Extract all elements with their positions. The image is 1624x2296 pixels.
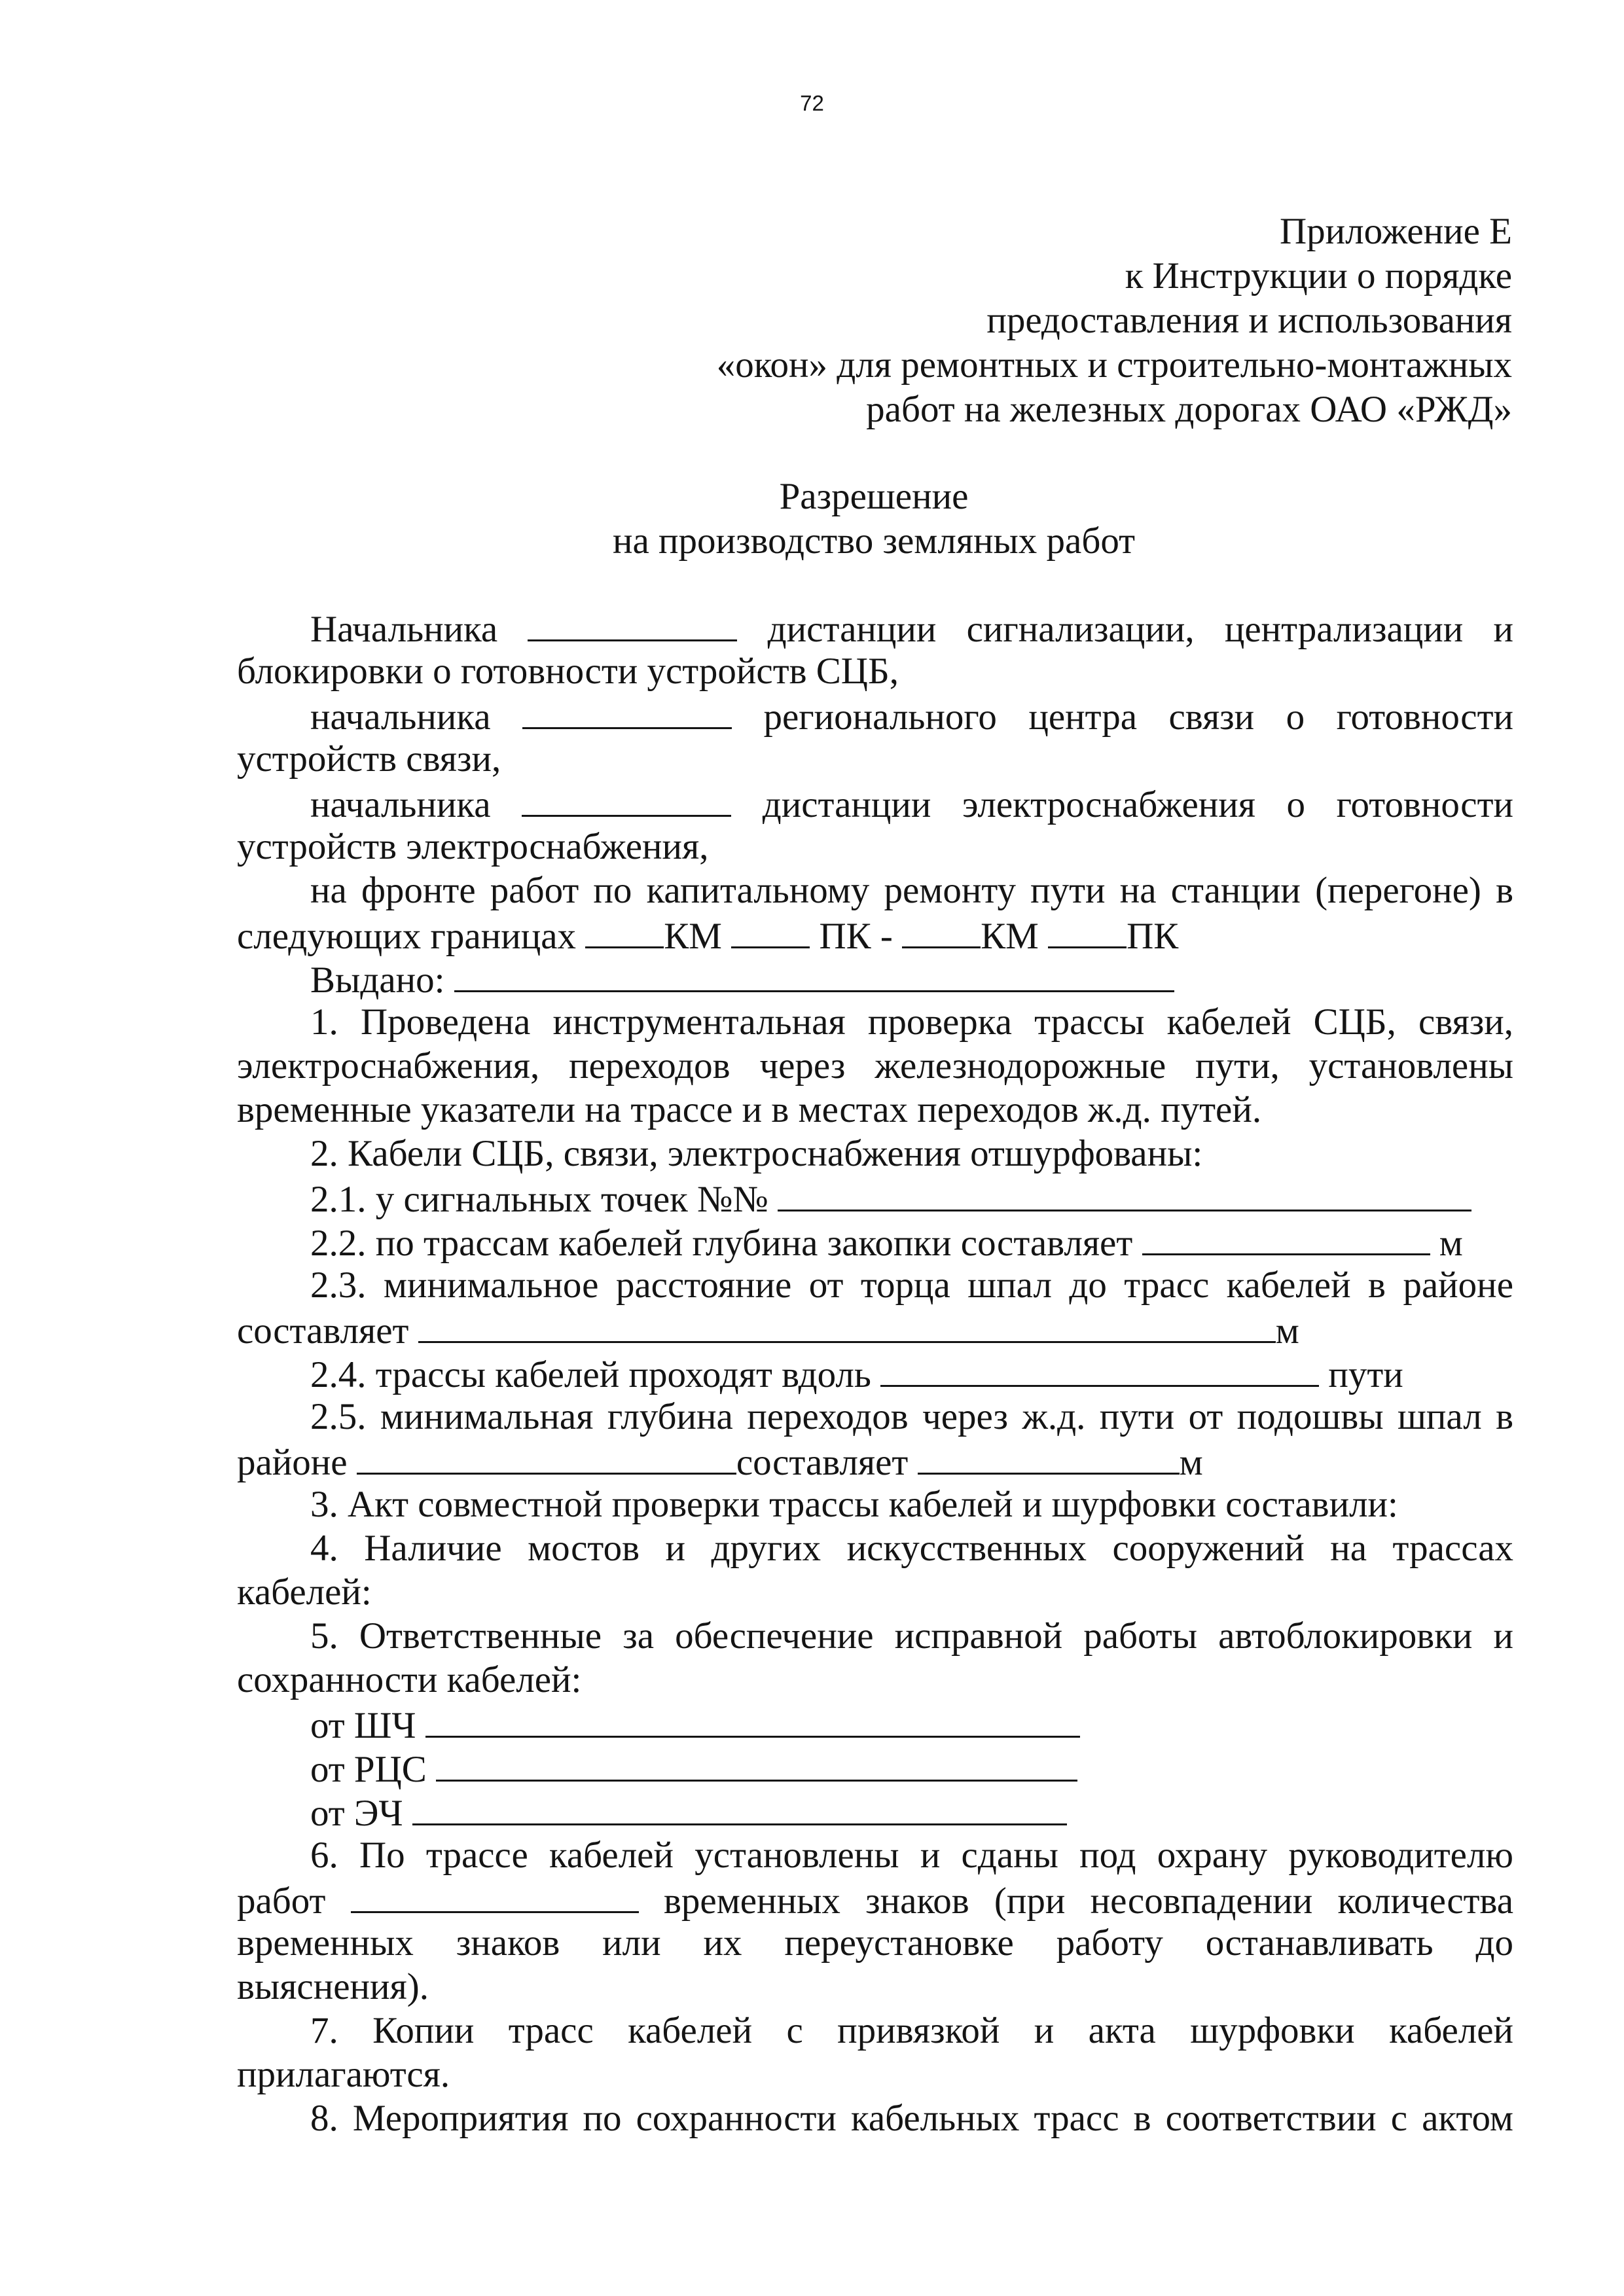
paragraph-line: 4. Наличие мостов и других искусственных сооружений на трассах (310, 1528, 1513, 1569)
paragraph-line: 2.1. у сигнальных точек №№ (237, 1175, 1513, 1219)
paragraph-line: Выдано: (237, 956, 1513, 1000)
blank-field (522, 693, 732, 729)
paragraph-line: на фронте работ по капитальному ремонту пути на станции (перегоне) в (310, 870, 1513, 911)
blank-field (880, 1351, 1319, 1387)
paragraph-line: электроснабжения, переходов через железнодорожные пути, установлены (237, 1045, 1513, 1086)
appendix-header (589, 209, 1512, 432)
blank-field (357, 1439, 736, 1475)
blank-field (1048, 912, 1127, 948)
appendix-line: работ на железных дорогах ОАО «РЖД» (866, 389, 1512, 430)
paragraph-line: временных знаков или их переустановке работу останавливать до (237, 1922, 1513, 1964)
paragraph-line: 2.5. минимальная глубина переходов через ж.д. пути от подошвы шпал в (310, 1396, 1513, 1437)
paragraph-line: 2. Кабели СЦБ, связи, электроснабжения отшурфованы: (310, 1133, 1203, 1174)
paragraph-line: от ЭЧ (237, 1789, 1513, 1833)
appendix-line: Приложение Е (1280, 211, 1512, 252)
blank-field (918, 1439, 1180, 1475)
blank-field (418, 1307, 1276, 1343)
paragraph-line: блокировки о готовности устройств СЦБ, (237, 651, 899, 692)
paragraph-line: 6. По трассе кабелей установлены и сданы под охрану руководителю (310, 1835, 1513, 1876)
paragraph-line: работ временных знаков (при несовпадении количества (237, 1877, 1513, 1921)
paragraph-line: сохранности кабелей: (237, 1659, 582, 1700)
paragraph-line: устройств связи, (237, 738, 501, 780)
paragraph-line: 2.3. минимальное расстояние от торца шпал до трасс кабелей в районе (310, 1265, 1513, 1306)
paragraph-line: составляет м (237, 1307, 1513, 1351)
document-body (237, 605, 1513, 2140)
blank-field (1142, 1219, 1430, 1255)
blank-field (454, 956, 1174, 992)
paragraph-line: 8. Мероприятия по сохранности кабельных трасс в соответствии с актом (310, 2098, 1513, 2139)
paragraph-line: кабелей: (237, 1571, 372, 1613)
blank-field (585, 912, 664, 948)
appendix-line: «окон» для ремонтных и строительно-монтажных (716, 344, 1512, 386)
blank-field (731, 912, 810, 948)
paragraph-line: 7. Копии трасс кабелей с привязкой и акта шурфовки кабелей (310, 2010, 1513, 2051)
blank-field (412, 1789, 1067, 1825)
title-line-2: на производство земляных работ (613, 520, 1135, 562)
paragraph-line: от ШЧ (237, 1702, 1513, 1746)
appendix-line: предоставления и использования (986, 300, 1512, 341)
page-number: 72 (800, 91, 824, 115)
paragraph-line: начальника дистанции электроснабжения о готовности (237, 781, 1513, 825)
paragraph-line: 2.4. трассы кабелей проходят вдоль пути (237, 1351, 1513, 1395)
paragraph-line: от РЦС (237, 1746, 1513, 1789)
blank-field (436, 1746, 1077, 1782)
title-line-1: Разрешение (779, 476, 969, 517)
blank-field (528, 605, 737, 641)
blank-field (351, 1877, 639, 1913)
paragraph-line: выяснения). (237, 1966, 429, 2007)
paragraph-line: 2.2. по трассам кабелей глубина закопки составляет м (237, 1219, 1513, 1263)
paragraph-line: районе составляет м (237, 1439, 1513, 1482)
paragraph-line: 1. Проведена инструментальная проверка трассы кабелей СЦБ, связи, (310, 1001, 1513, 1043)
paragraph-line: Начальника дистанции сигнализации, централизации и (237, 605, 1513, 649)
blank-field (522, 781, 731, 817)
blank-field (425, 1702, 1080, 1738)
blank-field (778, 1175, 1471, 1211)
document-title (236, 475, 1512, 564)
appendix-line: к Инструкции о порядке (1125, 255, 1512, 296)
blank-field (902, 912, 981, 948)
paragraph-line: 3. Акт совместной проверки трассы кабелей и шурфовки составили: (310, 1484, 1398, 1525)
paragraph-line: прилагаются. (237, 2054, 450, 2095)
paragraph-line: следующих границах КМ ПК - КМ ПК (237, 912, 1513, 956)
paragraph-line: начальника регионального центра связи о готовности (237, 693, 1513, 737)
paragraph-line: 5. Ответственные за обеспечение исправной работы автоблокировки и (310, 1615, 1513, 1657)
paragraph-line: временные указатели на трассе и в местах переходов ж.д. путей. (237, 1089, 1262, 1130)
paragraph-line: устройств электроснабжения, (237, 826, 709, 867)
